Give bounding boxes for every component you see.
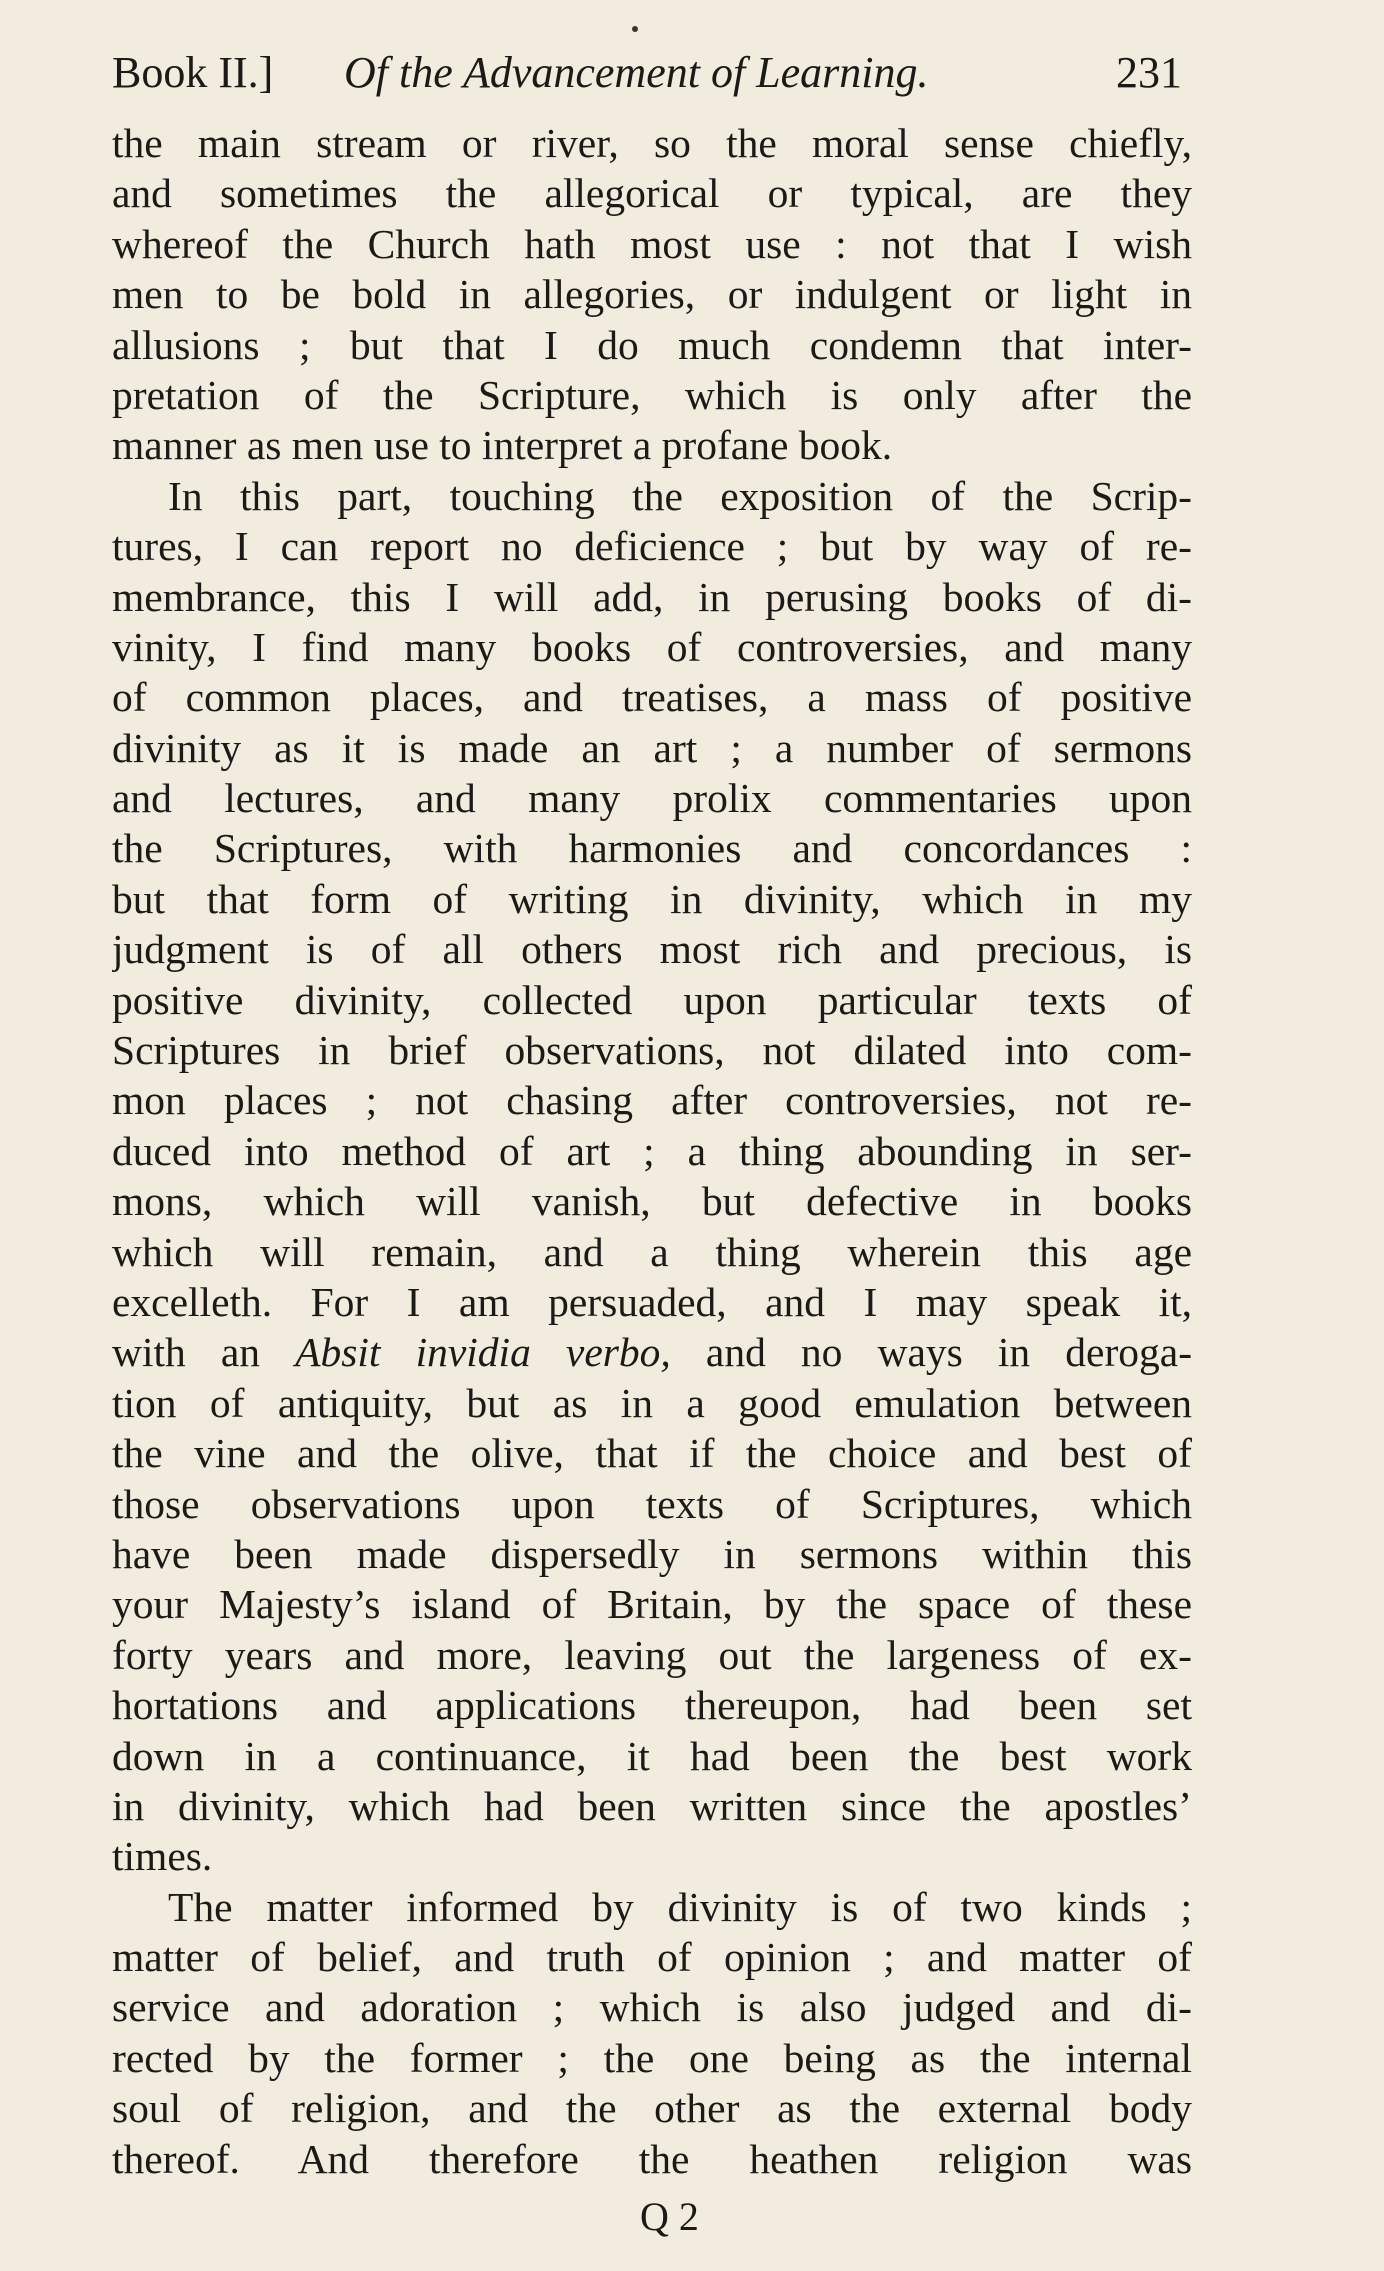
- text-line: times.: [112, 1833, 213, 1880]
- text-line: The matter informed by divinity is of two kinds ;: [168, 1883, 1192, 1930]
- running-head-title: Of the Advancement of Learning.: [344, 48, 929, 97]
- text-line: of common places, and treatises, a mass of positive: [112, 674, 1192, 721]
- text-line: but that form of writing in divinity, which in my: [112, 875, 1192, 922]
- text-line: down in a continuance, it had been the best work: [112, 1732, 1192, 1779]
- text-segment: and no ways in deroga-: [670, 1329, 1192, 1376]
- text-segment: with an: [112, 1329, 296, 1376]
- text-line: and sometimes the allegorical or typical, are they: [112, 170, 1192, 217]
- signature-mark: Q 2: [640, 2194, 699, 2239]
- text-line: pretation of the Scripture, which is only after the: [112, 371, 1192, 418]
- text-line: the Scriptures, with harmonies and concordances :: [112, 825, 1192, 872]
- text-line: hortations and applications thereupon, had been set: [112, 1682, 1192, 1729]
- text-line: the vine and the olive, that if the choice and best of: [112, 1430, 1192, 1477]
- text-line: rected by the former ; the one being as the internal: [112, 2034, 1192, 2081]
- text-line: your Majesty’s island of Britain, by the space of these: [112, 1581, 1192, 1628]
- text-line: the main stream or river, so the moral sense chiefly,: [112, 120, 1192, 166]
- text-line: [112, 1327, 1192, 1377]
- text-line: excelleth. For I am persuaded, and I may speak it,: [112, 1278, 1192, 1325]
- body-text: [112, 118, 1192, 2184]
- text-line: tion of antiquity, but as in a good emulation between: [112, 1379, 1192, 1426]
- text-line: judgment is of all others most rich and precious, is: [112, 926, 1192, 973]
- text-line: manner as men use to interpret a profane book.: [112, 422, 893, 469]
- text-line: mon places ; not chasing after controversies, not re-: [112, 1077, 1192, 1124]
- running-head-book: Book II.]: [112, 48, 274, 97]
- text-line: positive divinity, collected upon particular texts of: [112, 976, 1192, 1023]
- text-line: duced into method of art ; a thing abounding in ser-: [112, 1127, 1192, 1174]
- text-line: those observations upon texts of Scriptures, which: [112, 1480, 1192, 1527]
- text-line: soul of religion, and the other as the external body: [112, 2085, 1192, 2132]
- text-line: membrance, this I will add, in perusing books of di-: [112, 573, 1192, 620]
- ink-speck: [632, 26, 638, 32]
- running-head: [112, 38, 1182, 108]
- text-line: thereof. And therefore the heathen religion was: [112, 2135, 1192, 2182]
- text-line: whereof the Church hath most use : not that I wish: [112, 220, 1192, 267]
- text-line: have been made dispersedly in sermons within this: [112, 1530, 1192, 1577]
- text-line: and lectures, and many prolix commentaries upon: [112, 775, 1192, 822]
- text-line: Scriptures in brief observations, not dilated into com-: [112, 1027, 1192, 1074]
- latin-phrase: Absit invidia verbo,: [295, 1329, 671, 1376]
- text-line: matter of belief, and truth of opinion ; and matter of: [112, 1934, 1192, 1981]
- text-line: men to be bold in allegories, or indulgent or light in: [112, 271, 1192, 318]
- text-line: which will remain, and a thing wherein this age: [112, 1228, 1192, 1275]
- text-line: mons, which will vanish, but defective in books: [112, 1178, 1192, 1225]
- text-line: tures, I can report no deficience ; but by way of re-: [112, 523, 1192, 570]
- text-line: allusions ; but that I do much condemn that inter-: [112, 321, 1192, 368]
- text-line: divinity as it is made an art ; a number of sermons: [112, 724, 1192, 771]
- text-line: service and adoration ; which is also judged and di-: [112, 1984, 1192, 2031]
- text-line: forty years and more, leaving out the largeness of ex-: [112, 1631, 1192, 1678]
- page-number: 231: [1116, 48, 1182, 97]
- text-line: In this part, touching the exposition of the Scrip-: [168, 472, 1192, 519]
- text-line: vinity, I find many books of controversies, and many: [112, 623, 1192, 670]
- text-line: in divinity, which had been written since the apostles’: [112, 1782, 1192, 1829]
